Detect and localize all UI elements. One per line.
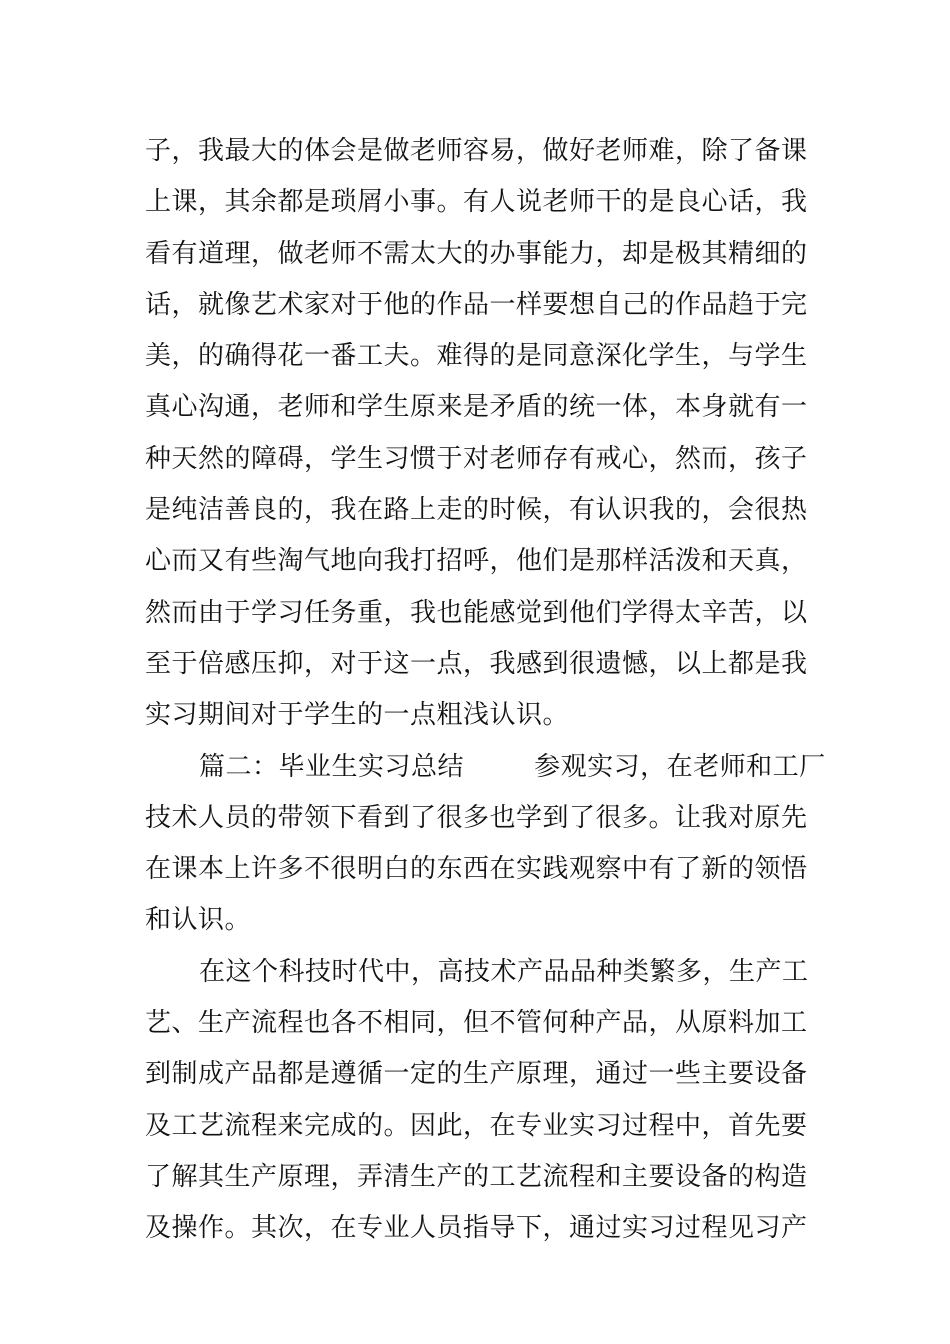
text-line: 心而又有些淘气地向我打招呼，他们是那样活泼和天真， (145, 546, 808, 577)
text-line: 看有道理，做老师不需太大的办事能力，却是极其精细的 (145, 238, 808, 269)
text-line: 和认识。 (145, 905, 252, 936)
text-line: 了解其生产原理，弄清生产的工艺流程和主要设备的构造 (145, 1161, 808, 1192)
body-text (145, 126, 826, 1255)
text-line: 到制成产品都是遵循一定的生产原理，通过一些主要设备 (145, 1059, 808, 1090)
text-line: 话，就像艺术家对于他的作品一样要想自己的作品趋于完 (145, 289, 808, 320)
text-line: 及工艺流程来完成的。因此，在专业实习过程中，首先要 (145, 1110, 808, 1141)
text-line: 至于倍感压抑，对于这一点，我感到很遗憾，以上都是我 (145, 648, 808, 679)
text-line: 美，的确得花一番工夫。难得的是同意深化学生，与学生 (145, 341, 808, 372)
text-line: 上课，其余都是琐屑小事。有人说老师干的是良心话，我 (145, 187, 808, 218)
paragraph-3 (145, 947, 810, 1255)
text-line: 艺、生产流程也各不相同，但不管何种产品，从原料加工 (145, 1008, 808, 1039)
text-line: 子，我最大的体会是做老师容易，做好老师难，除了备课 (145, 136, 808, 166)
text-line: 是纯洁善良的，我在路上走的时候，有认识我的，会很热 (145, 495, 808, 526)
text-line: 及操作。其次，在专业人员指导下，通过实习过程见习产 (145, 1213, 808, 1244)
text-line: 在课本上许多不很明白的东西在实践观察中有了新的领悟 (145, 854, 808, 885)
text-line: 技术人员的带领下看到了很多也学到了很多。让我对原先 (145, 802, 808, 833)
text-line: 实习期间对于学生的一点粗浅认识。 (145, 700, 570, 731)
text-line: 在这个科技时代中，高技术产品品种类繁多，生产工 (199, 956, 809, 987)
paragraph-1 (145, 126, 810, 742)
text-line: 真心沟通，老师和学生原来是矛盾的统一体，本身就有一 (145, 392, 808, 423)
section-heading-line: 篇二：毕业生实习总结 参观实习，在老师和工厂 (199, 751, 826, 782)
paragraph-2 (145, 742, 826, 947)
text-line: 种天然的障碍，学生习惯于对老师存有戒心，然而，孩子 (145, 443, 808, 474)
text-line: 然而由于学习任务重，我也能感觉到他们学得太辛苦，以 (145, 597, 808, 628)
